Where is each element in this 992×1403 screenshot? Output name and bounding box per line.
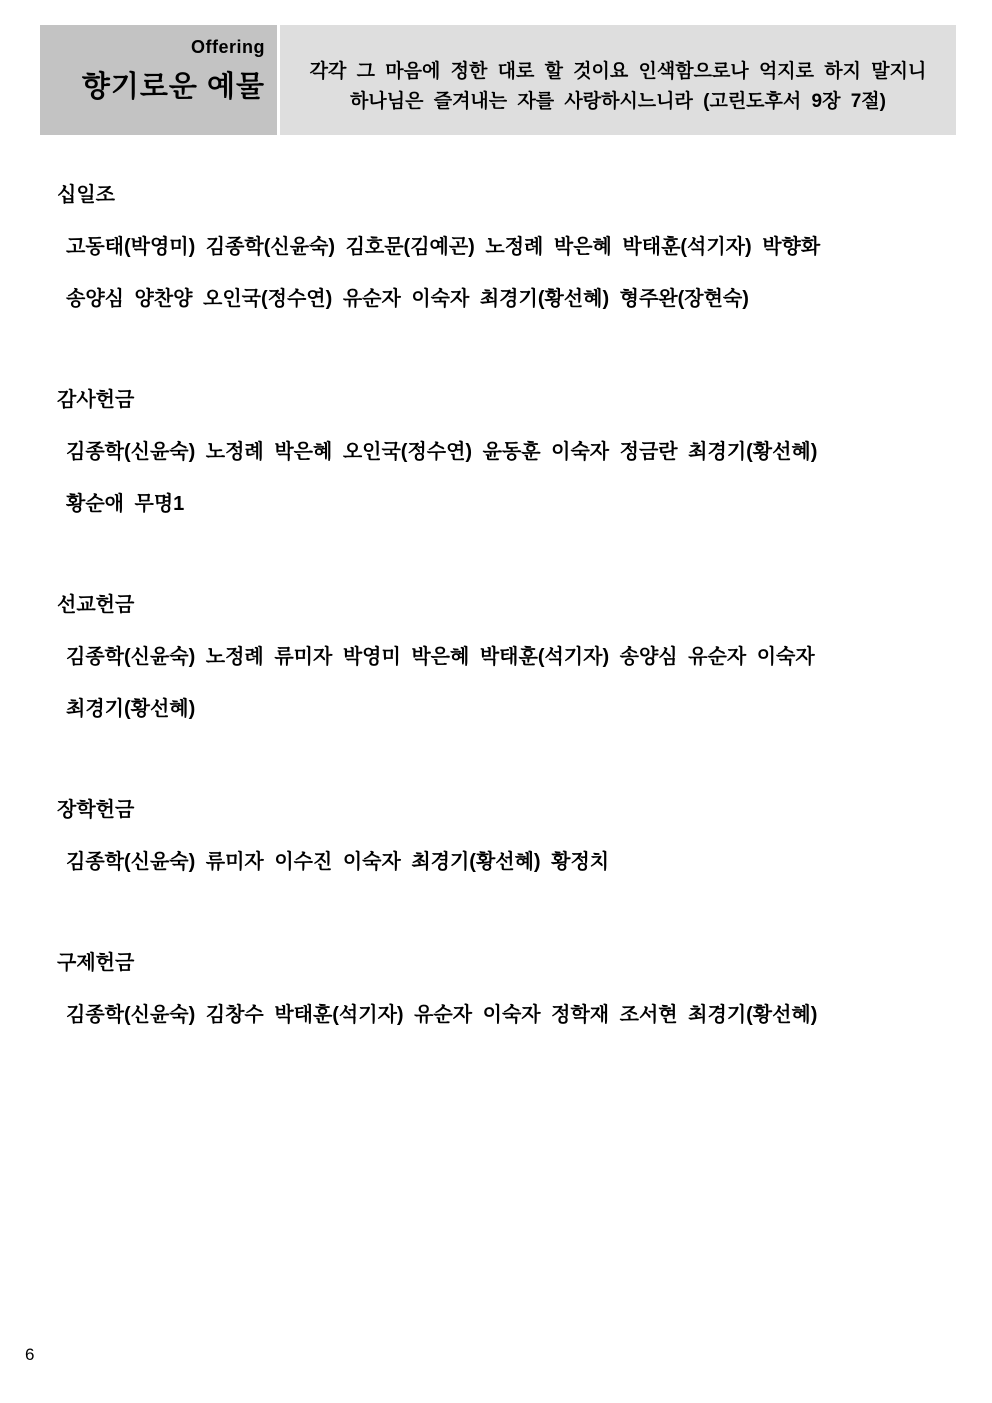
offering-title-box <box>40 25 277 135</box>
name-line: 황순애 무명1 <box>66 493 185 515</box>
section-mission <box>57 579 957 735</box>
offering-subtitle: Offering <box>191 37 265 57</box>
section-title: 구제헌금 <box>57 952 135 974</box>
section-title: 감사헌금 <box>57 389 135 411</box>
offering-sections <box>57 169 957 1090</box>
verse-line-1: 각각 그 마음에 정한 대로 할 것이요 인색함으로나 억지로 하지 말지니 <box>309 61 927 82</box>
section-title: 선교헌금 <box>57 594 135 616</box>
verse-line-2: 하나님은 즐겨내는 자를 사랑하시느니라 (고린도후서 9장 7절) <box>350 91 886 112</box>
page-number: 6 <box>25 1345 35 1364</box>
name-line: 김종학(신윤숙) 류미자 이수진 이숙자 최경기(황선혜) 황정치 <box>66 851 610 873</box>
section-title: 장학헌금 <box>57 799 135 821</box>
section-tithe <box>57 169 957 325</box>
name-line: 김종학(신윤숙) 김창수 박태훈(석기자) 유순자 이숙자 정학재 조서현 최경기(황선혜) <box>66 1004 818 1026</box>
section-relief <box>57 937 957 1041</box>
name-line: 송양심 양찬양 오인국(정수연) 유순자 이숙자 최경기(황선혜) 형주완(장현숙) <box>66 288 749 310</box>
name-line: 최경기(황선혜) <box>66 698 196 720</box>
section-title: 십일조 <box>57 184 115 206</box>
name-line: 김종학(신윤숙) 노정례 박은혜 오인국(정수연) 윤동훈 이숙자 정금란 최경기(황선혜) <box>66 441 818 463</box>
section-scholarship <box>57 784 957 888</box>
name-line: 김종학(신윤숙) 노정례 류미자 박영미 박은혜 박태훈(석기자) 송양심 유순자 이숙자 <box>66 646 815 668</box>
name-line: 고동태(박영미) 김종학(신윤숙) 김호문(김예곤) 노정례 박은혜 박태훈(석기자) 박향화 <box>66 236 821 258</box>
section-thanksgiving <box>57 374 957 530</box>
page-header <box>40 25 956 135</box>
verse-box <box>280 25 956 135</box>
page-title: 향기로운 예물 <box>81 71 265 103</box>
